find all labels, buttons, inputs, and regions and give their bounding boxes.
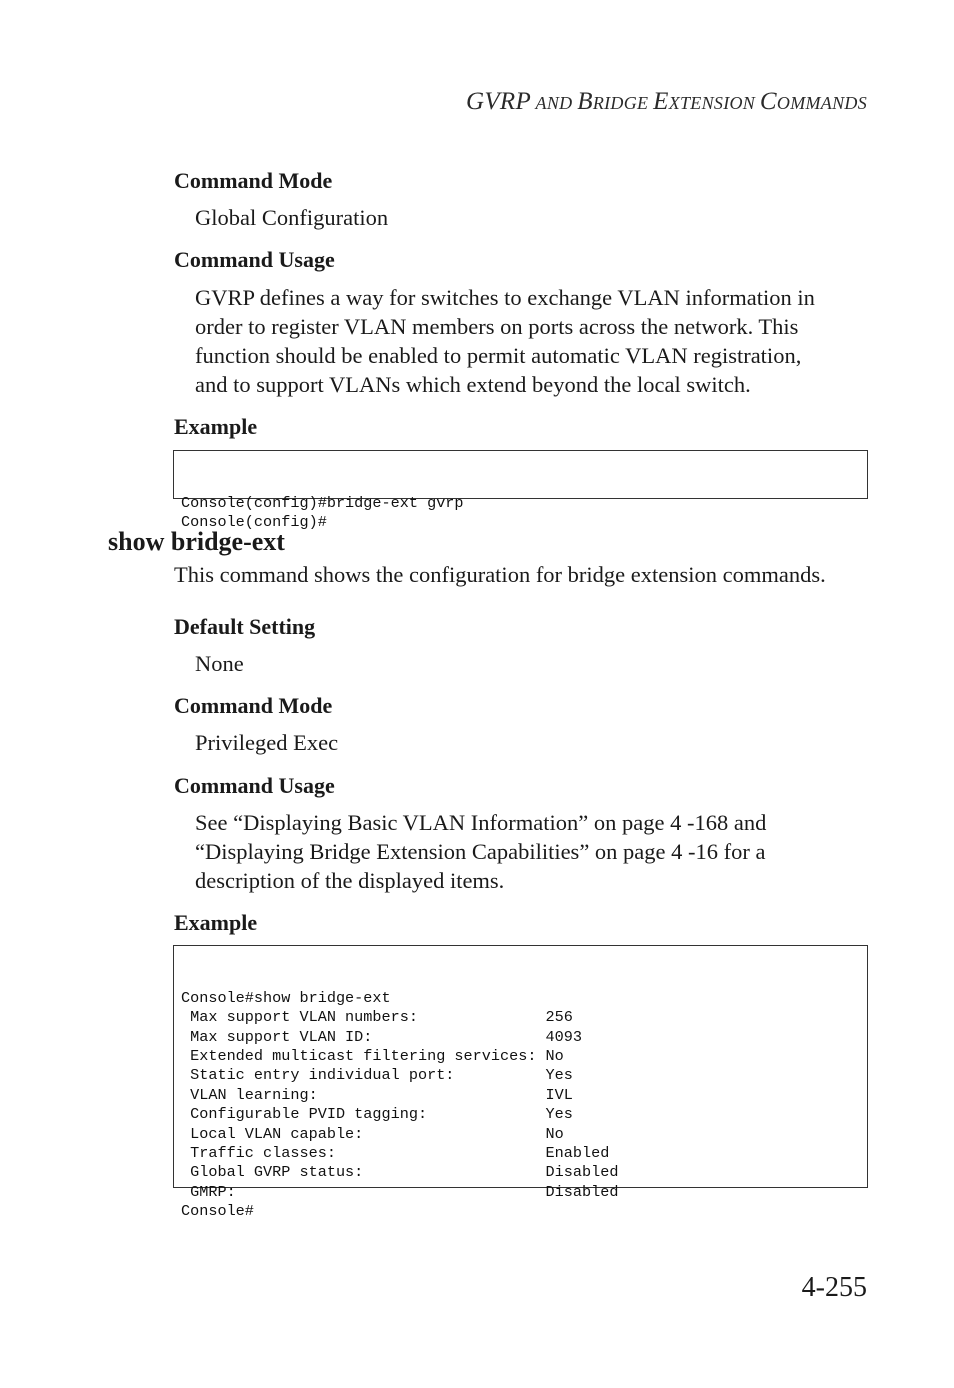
code-line: Max support VLAN numbers: 256 [181, 1008, 573, 1027]
command-usage-heading: Command Usage [174, 247, 335, 272]
text-line: description of the displayed items. [195, 868, 505, 893]
command-mode-heading: Command Mode [174, 168, 333, 193]
code-line: Extended multicast filtering services: No [181, 1047, 564, 1066]
code-line: Local VLAN capable: No [181, 1124, 564, 1143]
code-example-box [173, 450, 868, 532]
command-usage-text [195, 283, 875, 399]
section-title: show bridge-ext [108, 527, 285, 556]
section-description: This command shows the configuration for bridge extension commands. [174, 562, 826, 587]
command-usage-text [195, 808, 875, 895]
text-line: “Displaying Bridge Extension Capabilities” on page 4 -16 for a [195, 839, 766, 864]
command-mode-value: Global Configuration [195, 205, 389, 230]
header-part: C [759, 88, 777, 115]
code-line: Static entry individual port: Yes [181, 1066, 573, 1085]
text-line: order to register VLAN members on ports across the network. This [195, 314, 799, 339]
code-line: VLAN learning: IVL [181, 1085, 573, 1104]
running-header [466, 88, 867, 116]
text-line: and to support VLANs which extend beyond the local switch. [195, 372, 751, 397]
text-line: See “Displaying Basic VLAN Information” on page 4 -168 and [195, 810, 767, 835]
text-line: GVRP defines a way for switches to exchange VLAN information in [195, 285, 815, 310]
code-example-box [173, 945, 868, 1221]
code-line: Traffic classes: Enabled [181, 1144, 610, 1163]
header-part: AND [531, 93, 578, 113]
default-setting-heading: Default Setting [174, 614, 316, 639]
page-number: 4-255 [801, 1272, 867, 1303]
code-line: Console(config)#bridge-ext gvrp [181, 493, 464, 512]
header-part: B [577, 88, 593, 115]
code-line: Global GVRP status: Disabled [181, 1163, 619, 1182]
code-line: Max support VLAN ID: 4093 [181, 1027, 583, 1046]
example-heading: Example [174, 414, 258, 439]
header-part: XTENSION [668, 93, 760, 113]
command-mode-heading: Command Mode [174, 693, 333, 718]
command-mode-value: Privileged Exec [195, 730, 339, 755]
header-part: RIDGE [592, 93, 654, 113]
header-part: GVRP [465, 88, 532, 115]
command-usage-heading: Command Usage [174, 773, 335, 798]
header-part: E [653, 88, 669, 115]
code-line: GMRP: Disabled [181, 1182, 619, 1201]
example-heading: Example [174, 910, 258, 935]
code-line: Configurable PVID tagging: Yes [181, 1105, 573, 1124]
code-line: Console#show bridge-ext [181, 988, 391, 1007]
header-part: OMMANDS [776, 93, 867, 113]
code-line: Console(config)# [181, 513, 327, 532]
text-line: function should be enabled to permit automatic VLAN registration, [195, 343, 802, 368]
code-line: Console# [181, 1202, 254, 1221]
default-setting-value: None [195, 651, 244, 676]
